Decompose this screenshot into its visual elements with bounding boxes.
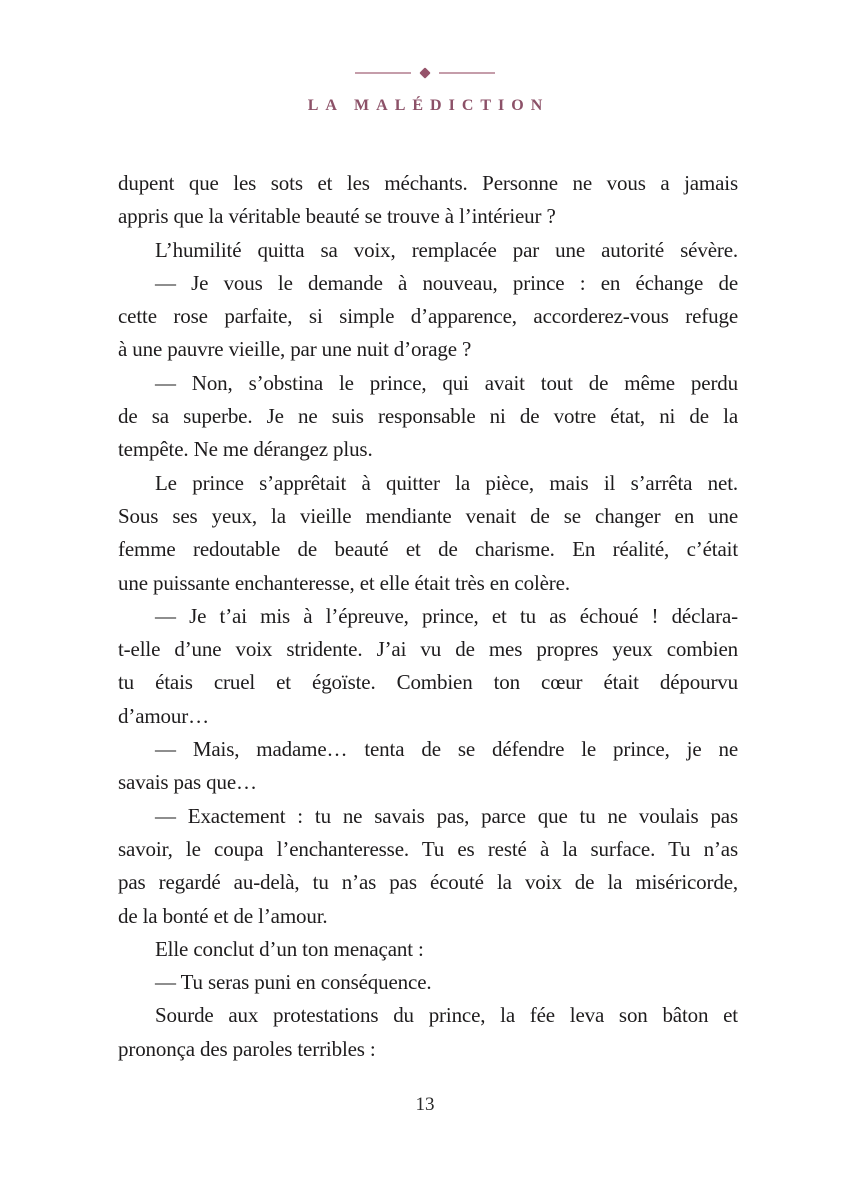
body-text [118,167,738,1066]
header-ornament [0,66,850,80]
text-line: Sous ses yeux, la vieille mendiante venait de se changer en une [118,503,738,528]
header-rule-left [355,72,411,74]
text-line: tu étais cruel et égoïste. Combien ton cœur était dépourvu [118,670,738,695]
text-line: d’amour… [118,703,209,728]
text-line: — Non, s’obstina le prince, qui avait tout de même perdu [155,370,738,395]
text-line: — Tu seras puni en conséquence. [155,970,432,995]
text-line: cette rose parfaite, si simple d’apparence, accorderez-vous refuge [118,304,738,329]
text-line: — Mais, madame… tenta de se défendre le prince, je ne [155,737,738,762]
text-line: pas regardé au-delà, tu n’as pas écouté la voix de la miséricorde, [118,870,738,895]
text-line: à une pauvre vieille, par une nuit d’orage ? [118,337,472,362]
text-line: appris que la véritable beauté se trouve à l’intérieur ? [118,204,556,229]
text-line: t-elle d’une voix stridente. J’ai vu de mes propres yeux combien [118,637,738,662]
text-line: Elle conclut d’un ton menaçant : [155,936,424,961]
text-line: femme redoutable de beauté et de charisme. En réalité, c’était [118,537,738,562]
text-line: de sa superbe. Je ne suis responsable ni de votre état, ni de la [118,404,738,429]
text-line: — Je t’ai mis à l’épreuve, prince, et tu as échoué ! déclara- [155,603,738,628]
text-line: savoir, le coupa l’enchanteresse. Tu es resté à la surface. Tu n’as [118,836,738,861]
diamond-fleuron-icon [419,67,430,78]
text-line: dupent que les sots et les méchants. Personne ne vous a jamais [118,171,738,195]
page-number: 13 [415,1094,435,1115]
header-rule-right [439,72,495,74]
text-line: prononça des paroles terribles : [118,1036,376,1061]
text-line: Le prince s’apprêtait à quitter la pièce, mais il s’arrêta net. [155,470,738,495]
chapter-title: LA MALÉDICTION [307,97,550,114]
text-line: — Exactement : tu ne savais pas, parce que tu ne voulais pas [155,803,738,828]
text-line: Sourde aux protestations du prince, la fée leva son bâton et [155,1003,738,1028]
text-line: de la bonté et de l’amour. [118,903,328,928]
text-line: — Je vous le demande à nouveau, prince : en échange de [155,270,738,295]
text-line: savais pas que… [118,770,257,795]
text-line: une puissante enchanteresse, et elle était très en colère. [118,570,570,595]
text-line: L’humilité quitta sa voix, remplacée par une autorité sévère. [155,237,738,262]
text-line: tempête. Ne me dérangez plus. [118,437,373,462]
